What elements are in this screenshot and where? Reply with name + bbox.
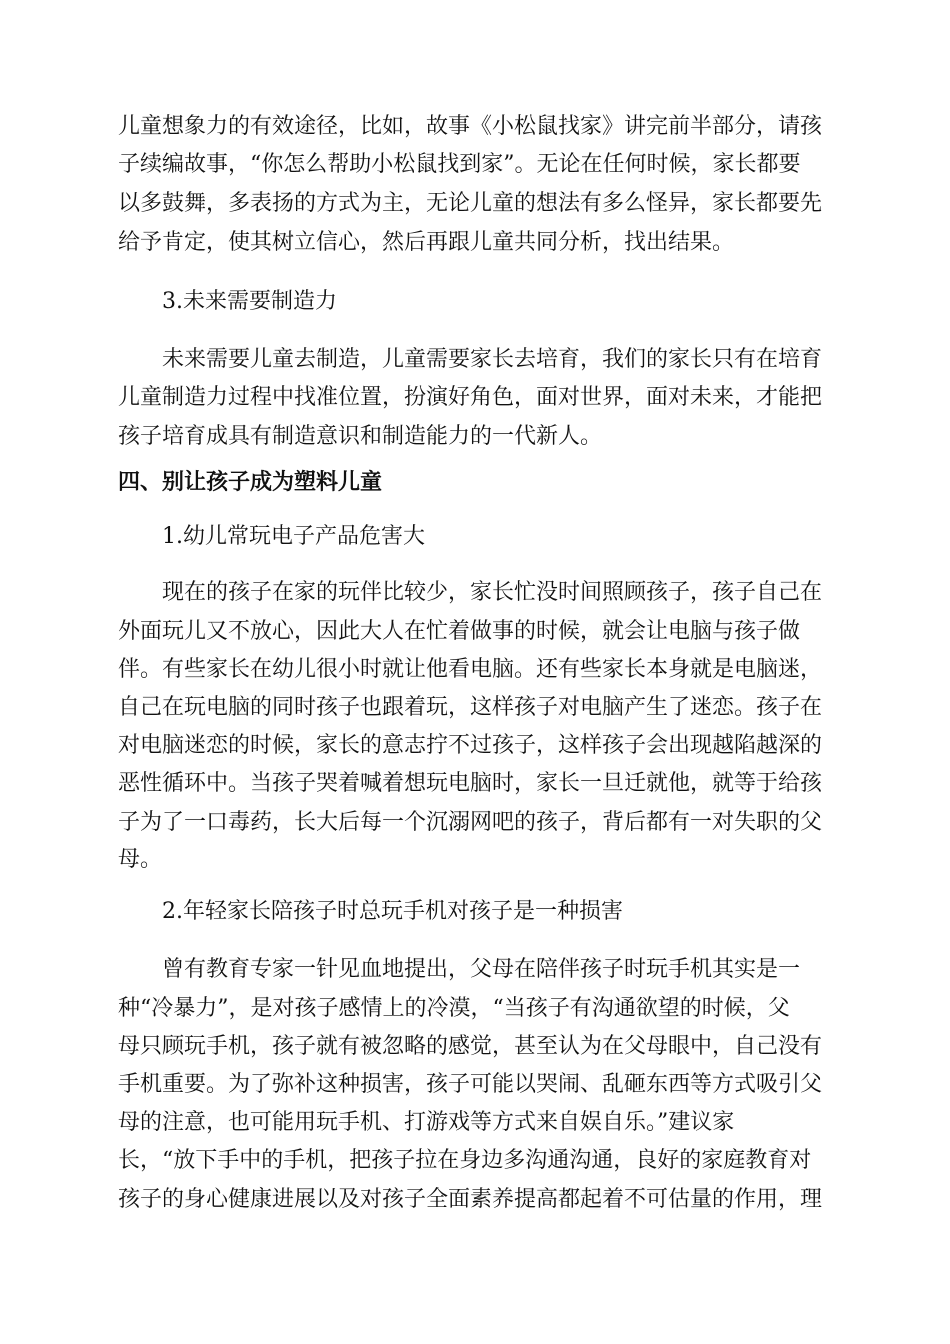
- paragraph-line: 未来需要儿童去制造，儿童需要家长去培育，我们的家长只有在培育: [162, 347, 823, 372]
- paragraph-line: 孩子的身心健康进展以及对孩子全面素养提高都起着不可估量的作用，理: [118, 1187, 823, 1212]
- paragraph-line: 长，“放下手中的手机，把孩子拉在身边多沟通沟通，良好的家庭教育对: [118, 1148, 812, 1173]
- paragraph-line: 现在的孩子在家的玩伴比较少，家长忙没时间照顾孩子，孩子自己在: [162, 580, 823, 605]
- paragraph-line: 恶性循环中。当孩子哭着喊着想玩电脑时，家长一旦迁就他，就等于给孩: [118, 771, 823, 796]
- paragraph-line: 给予肯定，使其树立信心，然后再跟儿童共同分析，找出结果。: [118, 230, 735, 255]
- subheading: 1.幼儿常玩电子产品危害大: [162, 524, 425, 549]
- paragraph-line: 孩子培育成具有制造意识和制造能力的一代新人。: [118, 424, 603, 449]
- paragraph-line: 外面玩儿又不放心，因此大人在忙着做事的时候，就会让电脑与孩子做: [118, 619, 801, 644]
- section-heading: 四、别让孩子成为塑料儿童: [118, 470, 383, 495]
- paragraph-line: 曾有教育专家一针见血地提出，父母在陪伴孩子时玩手机其实是一: [162, 957, 801, 982]
- paragraph-line: 母只顾玩手机，孩子就有被忽略的感觉，甚至认为在父母眼中，自己没有: [118, 1034, 823, 1059]
- paragraph-line: 子为了一口毒药，长大后每一个沉溺网吧的孩子，背后都有一对失职的父: [118, 810, 823, 835]
- paragraph-line: 儿童想象力的有效途径，比如，故事《小松鼠找家》讲完前半部分，请孩: [118, 114, 823, 139]
- subheading: 2.年轻家长陪孩子时总玩手机对孩子是一种损害: [162, 899, 623, 924]
- paragraph-line: 母。: [118, 847, 163, 872]
- paragraph-line: 手机重要。为了弥补这种损害，孩子可能以哭闹、乱砸东西等方式吸引父: [118, 1072, 823, 1097]
- paragraph-line: 自己在玩电脑的同时孩子也跟着玩，这样孩子对电脑产生了迷恋。孩子在: [118, 695, 823, 720]
- paragraph-line: 子续编故事，“你怎么帮助小松鼠找到家”。无论在任何时候，家长都要: [118, 152, 801, 177]
- paragraph-line: 伴。有些家长在幼儿很小时就让他看电脑。还有些家长本身就是电脑迷，: [118, 657, 823, 682]
- paragraph-line: 儿童制造力过程中找准位置，扮演好角色，面对世界，面对未来，才能把: [118, 385, 823, 410]
- paragraph-line: 对电脑迷恋的时候，家长的意志拧不过孩子，这样孩子会出现越陷越深的: [118, 733, 823, 758]
- paragraph-line: 母的注意，也可能用玩手机、打游戏等方式来自娱自乐。”建议家: [118, 1110, 735, 1135]
- paragraph-line: 种“冷暴力”，是对孩子感情上的冷漠，“当孩子有沟通欲望的时候，父: [118, 996, 790, 1021]
- subheading: 3.未来需要制造力: [162, 289, 337, 314]
- paragraph-line: 以多鼓舞，多表扬的方式为主，无论儿童的想法有多么怪异，家长都要先: [118, 191, 823, 216]
